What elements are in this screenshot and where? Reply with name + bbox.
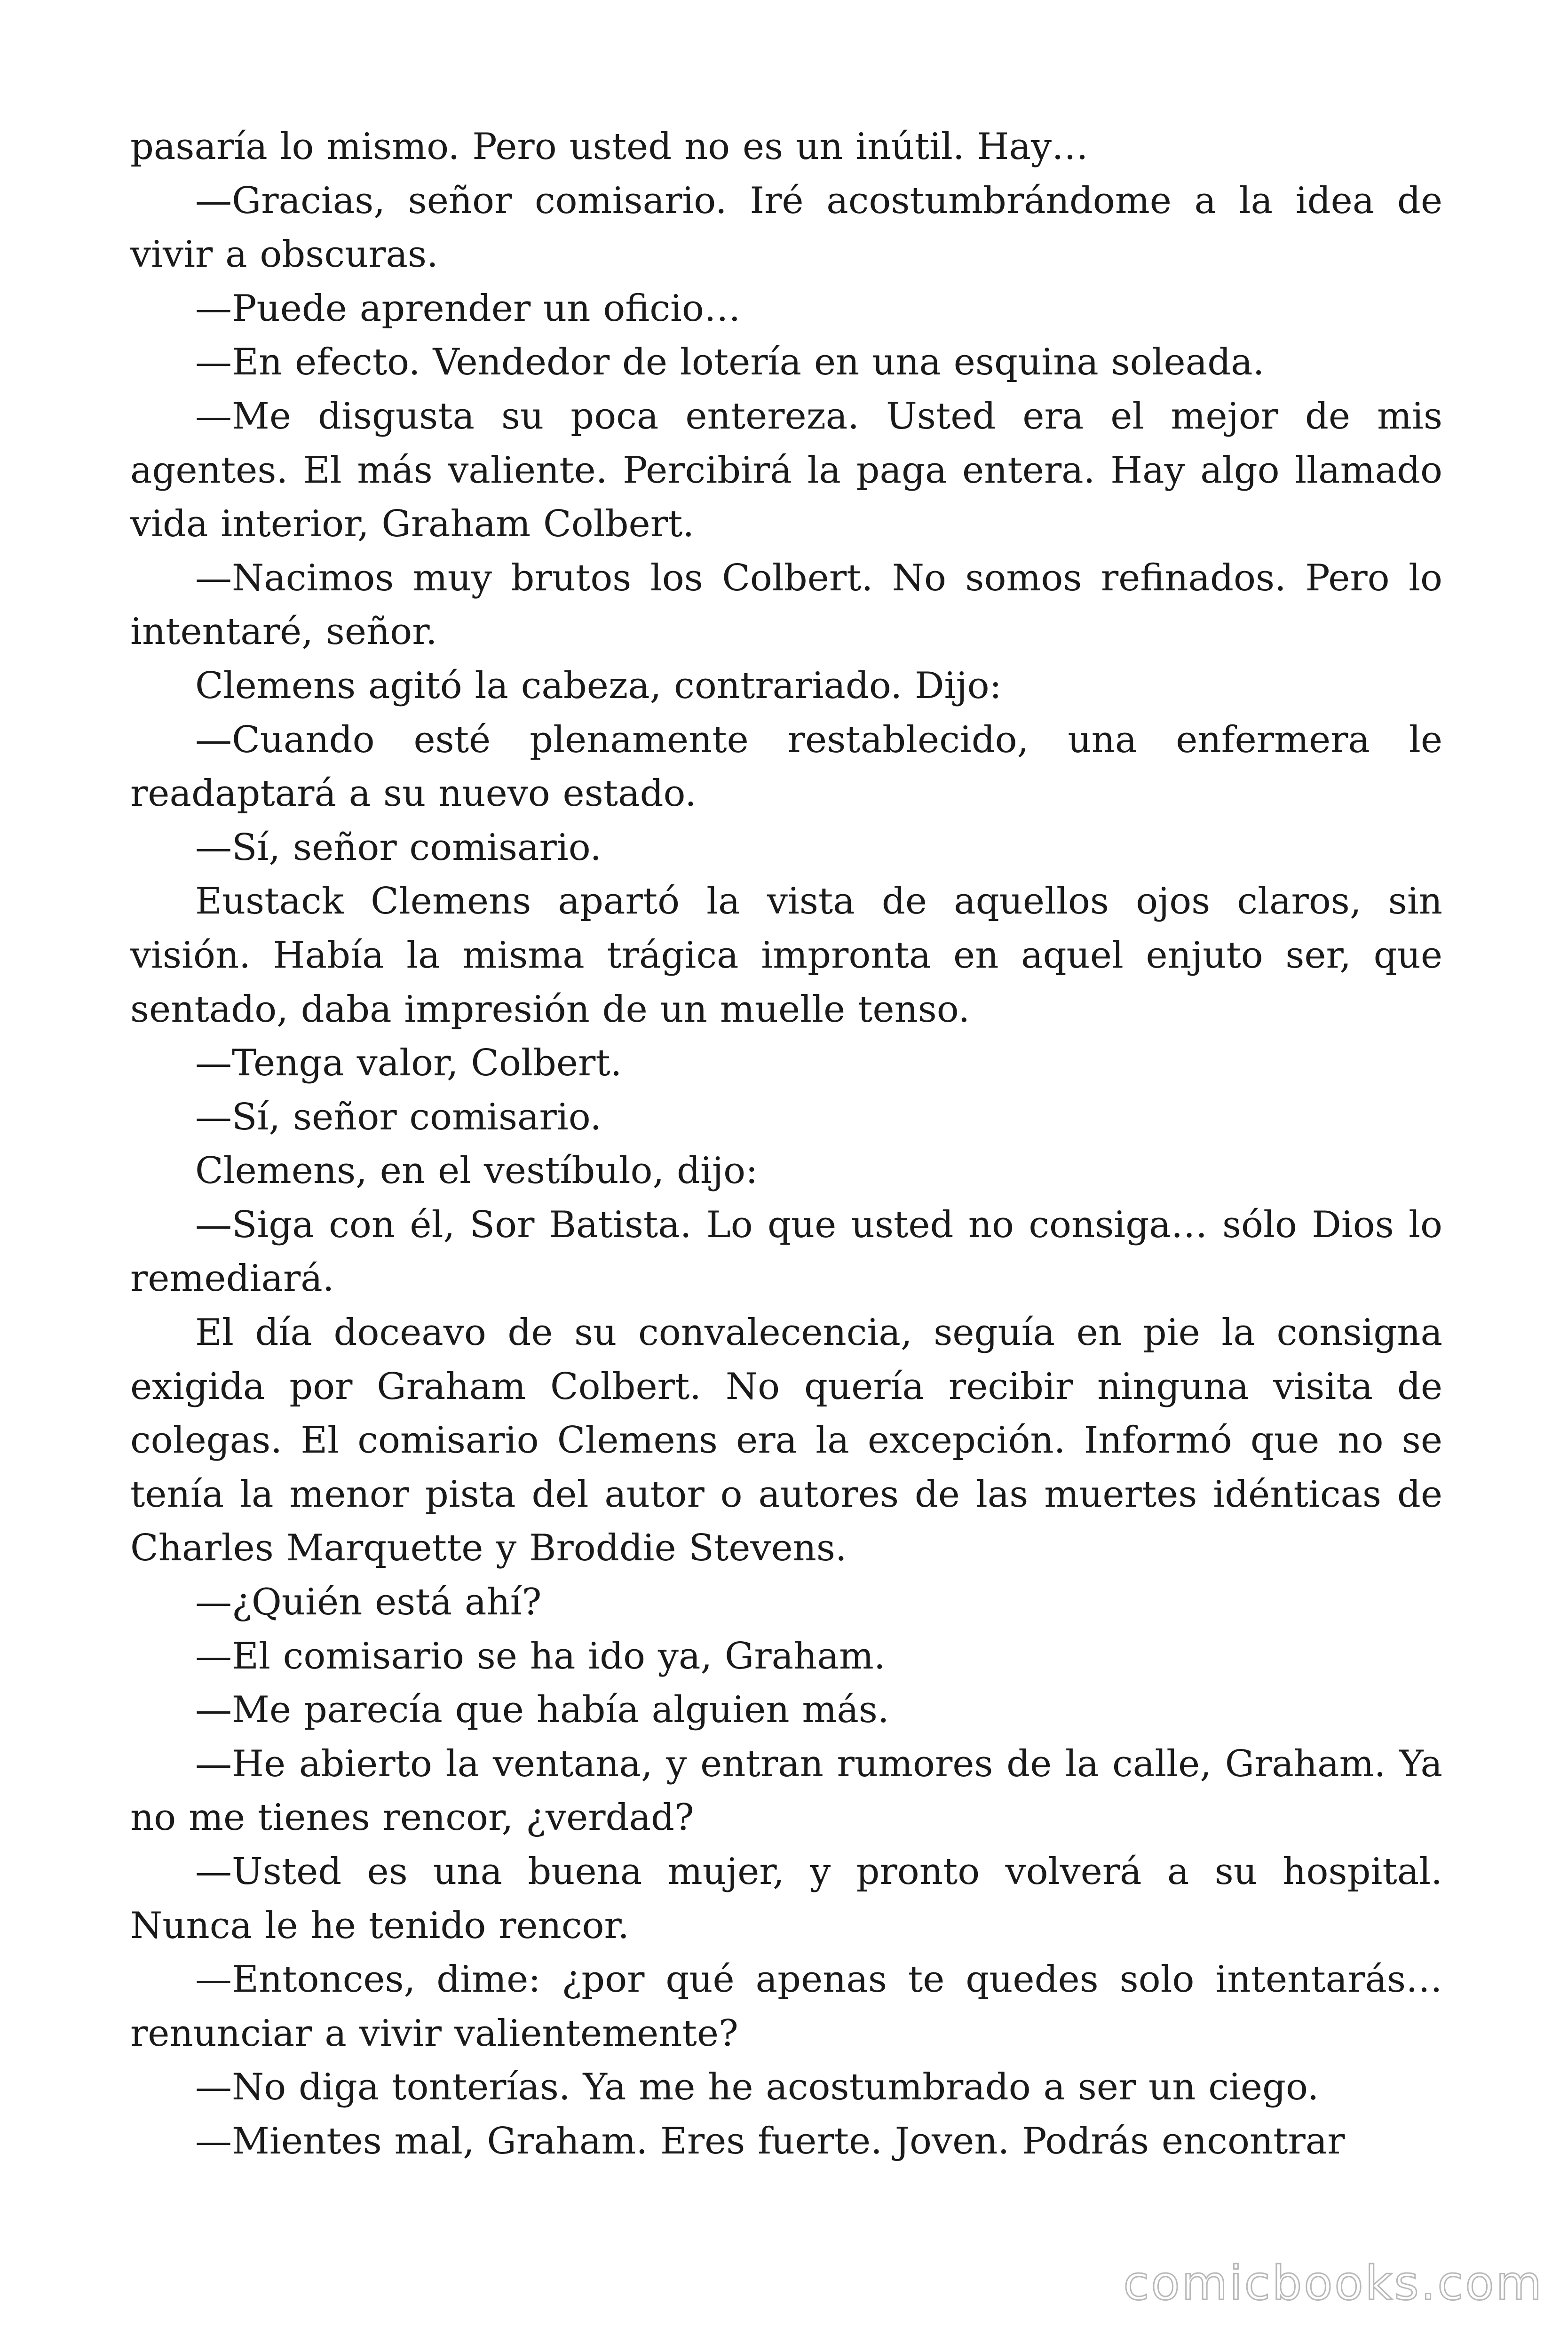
paragraph-21: —Entonces, dime: ¿por qué apenas te quedes solo intentarás… renunciar a vivir valientemente?: [130, 1958, 1442, 2055]
page-body: [130, 120, 1442, 2169]
paragraph-11: —Tenga valor, Colbert.: [195, 1042, 622, 1085]
paragraph-10: Eustack Clemens apartó la vista de aquellos ojos claros, sin visión. Había la misma trágica impronta en aquel enjuto ser, que sentado, daba impresión de un muelle tenso.: [130, 880, 1442, 1031]
paragraph-6: —Nacimos muy brutos los Colbert. No somos refinados. Pero lo intentaré, señor.: [130, 556, 1442, 653]
paragraph-5: —Me disgusta su poca entereza. Usted era el mejor de mis agentes. El más valiente. Percibirá la paga entera. Hay algo llamado vida interior, Graham Colbert.: [130, 395, 1442, 546]
paragraph-1: pasaría lo mismo. Pero usted no es un inútil. Hay…: [130, 126, 1089, 168]
paragraph-16: —¿Quién está ahí?: [195, 1581, 542, 1624]
watermark: comicbooks.com: [1123, 2256, 1544, 2311]
paragraph-15: El día doceavo de su convalecencia, seguía en pie la consigna exigida por Graham Colbert. No quería recibir ninguna visita de colegas. El comisario Clemens era la excepción. Informó que no se tenía la menor pista del autor o autores de las muertes idénticas de Charles Marquette y Broddie Stevens.: [130, 1311, 1442, 1570]
paragraph-4: —En efecto. Vendedor de lotería en una esquina soleada.: [195, 341, 1265, 384]
paragraph-7: Clemens agitó la cabeza, contrariado. Dijo:: [195, 664, 1002, 707]
paragraph-19: —He abierto la ventana, y entran rumores de la calle, Graham. Ya no me tienes rencor, ¿verdad?: [130, 1742, 1442, 1839]
paragraph-23: —Mientes mal, Graham. Eres fuerte. Joven. Podrás encontrar: [195, 2120, 1345, 2162]
paragraph-18: —Me parecía que había alguien más.: [195, 1689, 889, 1732]
paragraph-14: —Siga con él, Sor Batista. Lo que usted no consiga… sólo Dios lo remediará.: [130, 1203, 1442, 1300]
paragraph-3: —Puede aprender un oficio…: [195, 287, 741, 330]
paragraph-17: —El comisario se ha ido ya, Graham.: [195, 1635, 886, 1677]
paragraph-12: —Sí, señor comisario.: [195, 1096, 602, 1138]
paragraph-2: —Gracias, señor comisario. Iré acostumbrándome a la idea de vivir a obscuras.: [130, 179, 1442, 276]
paragraph-22: —No diga tonterías. Ya me he acostumbrado a ser un ciego.: [195, 2066, 1319, 2109]
paragraph-8: —Cuando esté plenamente restablecido, una enfermera le readaptará a su nuevo estado.: [130, 718, 1442, 815]
paragraph-13: Clemens, en el vestíbulo, dijo:: [195, 1150, 758, 1192]
paragraph-9: —Sí, señor comisario.: [195, 826, 602, 869]
paragraph-20: —Usted es una buena mujer, y pronto volverá a su hospital. Nunca le he tenido rencor.: [130, 1851, 1442, 1947]
